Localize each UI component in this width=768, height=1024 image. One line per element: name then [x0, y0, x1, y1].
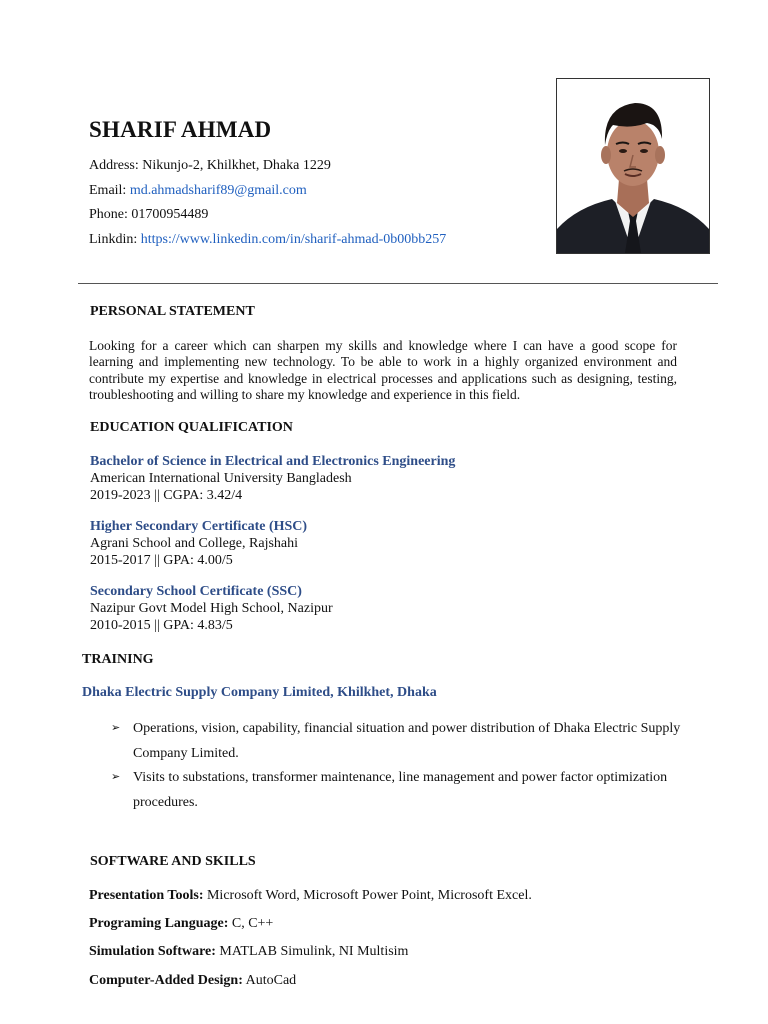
institution: American International University Bangladesh [90, 471, 352, 486]
education-details: 2019-2023 || CGPA: 3.42/4 [90, 488, 243, 503]
skill-row [89, 944, 408, 960]
header-divider [78, 283, 718, 284]
education-heading: EDUCATION QUALIFICATION [90, 420, 293, 435]
candidate-name: SHARIF AHMAD [89, 117, 272, 142]
address-line [89, 157, 331, 175]
list-item [111, 716, 693, 766]
skill-value: AutoCad [245, 973, 297, 988]
phone-value: 01700954489 [131, 207, 209, 222]
profile-photo-icon [557, 79, 709, 253]
skill-row [89, 916, 273, 932]
skill-value: MATLAB Simulink, NI Multisim [219, 944, 409, 959]
linkedin-label: Linkdin: [89, 232, 138, 247]
training-bullet-text: Operations, vision, capability, financial situation and power distribution of Dhaka Electric Supply Company Limited. [133, 721, 681, 761]
institution: Agrani School and College, Rajshahi [90, 536, 299, 551]
email-line [89, 182, 307, 200]
skill-value: Microsoft Word, Microsoft Power Point, Microsoft Excel. [206, 888, 532, 903]
linkedin-line [89, 231, 446, 249]
institution: Nazipur Govt Model High School, Nazipur [90, 601, 333, 616]
arrow-bullet-icon: ➢ [111, 771, 121, 783]
profile-photo [556, 78, 710, 254]
degree-title: Bachelor of Science in Electrical and Electronics Engineering [90, 454, 456, 469]
education-item [90, 584, 333, 634]
training-heading: TRAINING [82, 652, 154, 667]
training-bullet-text: Visits to substations, transformer maintenance, line management and power factor optimization procedures. [133, 770, 668, 810]
training-organization: Dhaka Electric Supply Company Limited, Khilkhet, Dhaka [82, 685, 437, 700]
skill-label: Computer-Added Design: [89, 973, 243, 988]
skill-label: Simulation Software: [89, 944, 216, 959]
degree-title: Secondary School Certificate (SSC) [90, 584, 302, 599]
email-link[interactable]: md.ahmadsharif89@gmail.com [129, 183, 307, 198]
education-item [90, 454, 455, 504]
phone-line [89, 206, 208, 224]
address-label: Address: [89, 158, 139, 173]
phone-label: Phone: [89, 207, 128, 222]
degree-title: Higher Secondary Certificate (HSC) [90, 519, 308, 534]
education-details: 2010-2015 || GPA: 4.83/5 [90, 618, 233, 633]
education-item [90, 519, 307, 569]
skill-row [89, 888, 532, 904]
email-label: Email: [89, 183, 127, 198]
skill-label: Programing Language: [89, 916, 229, 931]
arrow-bullet-icon: ➢ [111, 722, 121, 734]
skills-heading: SOFTWARE AND SKILLS [90, 854, 256, 869]
address-value: Nikunjo-2, Khilkhet, Dhaka 1229 [142, 158, 331, 173]
skill-row [89, 973, 296, 989]
skill-value: C, C++ [231, 916, 274, 931]
linkedin-link[interactable]: https://www.linkedin.com/in/sharif-ahmad-0b00bb257 [140, 232, 447, 247]
personal-statement-heading: PERSONAL STATEMENT [90, 304, 255, 319]
skill-label: Presentation Tools: [89, 888, 204, 903]
education-details: 2015-2017 || GPA: 4.00/5 [90, 553, 233, 568]
personal-statement-text: Looking for a career which can sharpen my skills and knowledge where I can have a good scope for learning and implementing new technology. To be able to work in a highly organized environment and contribute my expertise and knowledge in electrical processes and applications such as designing, testing, troubleshooting and willing to share my knowledge and experience in this field. [89, 338, 677, 402]
list-item [111, 765, 693, 815]
